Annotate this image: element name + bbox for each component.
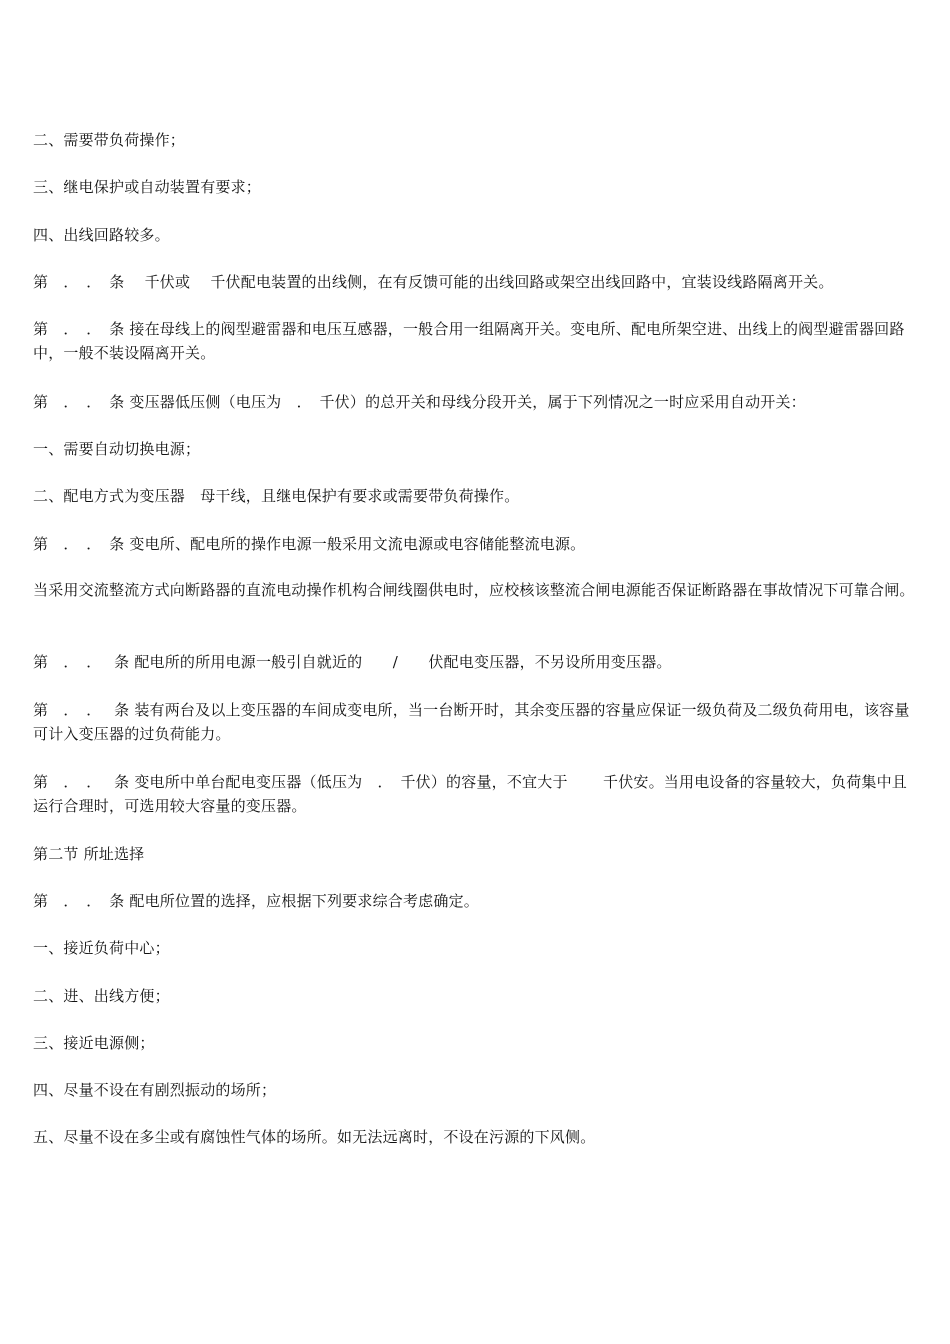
paragraph: 四、出线回路较多。 — [33, 226, 170, 244]
paragraph: 第 ． ． 条 千伏或 千伏配电装置的出线侧，在有反馈可能的出线回路或架空出线回路中，宜装设线路隔离开关。 — [33, 273, 834, 291]
paragraph: 第 ． ． 条 配电所位置的选择，应根据下列要求综合考虑确定。 — [33, 892, 479, 910]
paragraph: 一、需要自动切换电源； — [33, 440, 201, 458]
paragraph: 二、进、出线方便； — [33, 987, 170, 1005]
paragraph: 一、接近负荷中心； — [33, 939, 170, 957]
paragraph: 五、尽量不设在多尘或有腐蚀性气体的场所。如无法远离时，不设在污源的下风侧。 — [33, 1128, 596, 1146]
paragraph: 三、继电保护或自动装置有要求； — [33, 178, 262, 196]
paragraph: 四、尽量不设在有剧烈振动的场所； — [33, 1081, 277, 1099]
paragraph: 三、接近电源侧； — [33, 1034, 155, 1052]
paragraph: 第 ． ． 条 配电所的所用电源一般引自就近的 / 伏配电变压器，不另设所用变压器。 — [33, 653, 672, 671]
paragraph: 二、配电方式为变压器 母干线，且继电保护有要求或需要带负荷操作。 — [33, 487, 520, 505]
section-heading: 第二节 所址选择 — [33, 845, 145, 863]
paragraph: 二、需要带负荷操作； — [33, 131, 186, 149]
paragraph: 第 ． ． 条 变电所、配电所的操作电源一般采用文流电源或电容储能整流电源。 — [33, 535, 586, 553]
paragraph: 第 ． ． 条 变电所中单台配电变压器（低压为 ． 千伏）的容量，不宜大于 千伏安。当用电设备的容量较大，负荷集中且运行合理时，可选用较大容量的变压器。 — [33, 773, 908, 815]
paragraph: 当采用交流整流方式向断路器的直流电动操作机构合闸线圈供电时，应校核该整流合闸电源能否保证断路器在事故情况下可靠合闸。 — [33, 581, 915, 599]
paragraph: 第 ． ． 条 接在母线上的阀型避雷器和电压互感器，一般合用一组隔离开关。变电所、配电所架空进、出线上的阀型避雷器回路中，一般不装设隔离开关。 — [33, 320, 905, 362]
paragraph: 第 ． ． 条 装有两台及以上变压器的车间成变电所，当一台断开时，其余变压器的容量应保证一级负荷及二级负荷用电，该容量可计入变压器的过负荷能力。 — [33, 701, 910, 743]
paragraph: 第 ． ． 条 变压器低压侧（电压为 ． 千伏）的总开关和母线分段开关，属于下列情况之一时应采用自动开关： — [33, 393, 806, 411]
